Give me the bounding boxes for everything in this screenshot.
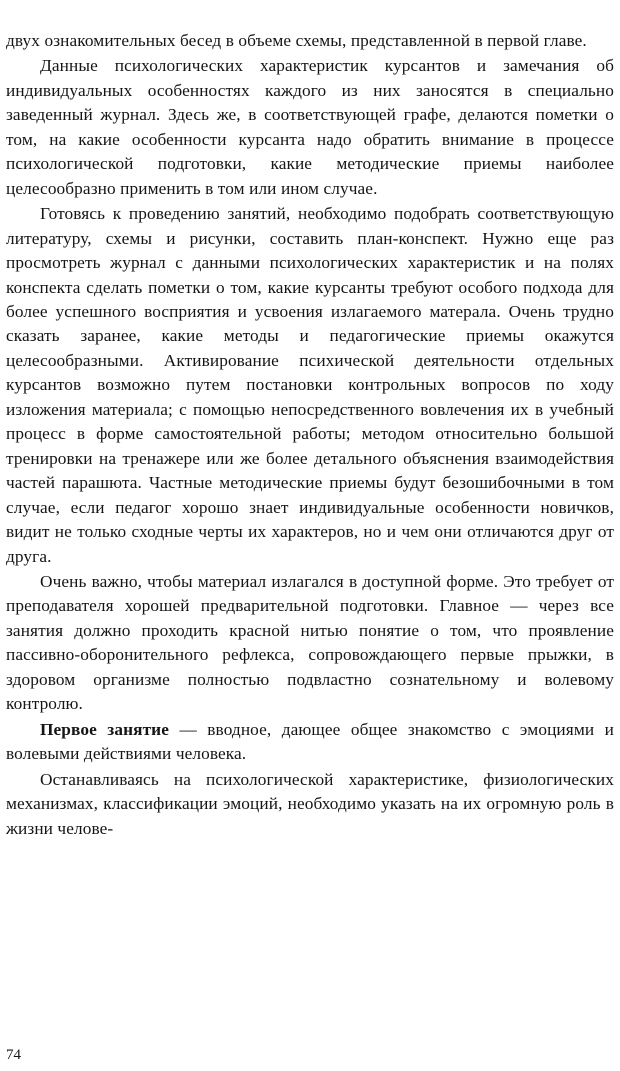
- paragraph-psych-journal: [6, 54, 614, 201]
- paragraph-text: Очень важно, чтобы материал излагался в доступной форме. Это требует от преподавателя хорошей предварительной подготовки. Главное — через все занятия должно проходить красной нитью понятие о том, что проявление пассивно-оборонительного рефлекса, сопровождающего первые прыжки, в здоровом организме полностью подвластно сознательному и волевому контролю.: [6, 571, 614, 714]
- paragraph-text: Готовясь к проведению занятий, необходимо подобрать соответствующую литературу, схемы и рисунки, составить план-конспект. Нужно еще раз просмотреть журнал с данными психологических характеристик и на полях конспекта сделать пометки о том, какие курсанты требуют особого подхода для более успешного восприятия и усвоения излагаемого матерала. Очень трудно сказать заранее, какие методы и педагогические приемы окажутся целесообразными. Активирование психической деятельности отдельных курсантов возможно путем постановки контрольных вопросов по ходу изложения материала; с помощью непосредственного вовлечения их в учебный процесс в форме самостоятельной работы; методом относительно большой тренировки на тренажере или же более детального объяснения взаимодействия частей парашюта. Частные методические приемы будут безошибочными в том случае, если педагог хорошо знает индивидуальные особенности новичков, видит не только сходные черты их характеров, но и чем они отличаются друг от друга.: [6, 204, 614, 566]
- paragraph-lesson-preparation: [6, 202, 614, 569]
- paragraph-text: Останавливаясь на психологической характеристике, физиологических механизмах, классификации эмоций, необходимо указать на их огромную роль в жизни челове-: [6, 769, 614, 838]
- paragraph-accessible-form: [6, 570, 614, 717]
- paragraph-text: двух ознакомительных бесед в объеме схемы, представленной в первой главе.: [6, 31, 587, 50]
- page-number: 74: [6, 1047, 21, 1063]
- paragraph-first-lesson: [6, 718, 614, 767]
- paragraph-text: Данные психологических характеристик курсантов и замечания об индивидуальных особенностях каждого из них заносятся в специально заведенный журнал. Здесь же, в соответствующей графе, делаются пометки о том, на какие особенности курсанта надо обратить внимание в процессе психологической подготовки, какие методические приемы наиболее целесообразно применить в том или ином случае.: [6, 56, 614, 198]
- paragraph-emotions: [6, 768, 614, 841]
- paragraph-lead-term: Первое занятие: [40, 719, 170, 739]
- paragraph-continuation: [6, 29, 614, 53]
- paragraph-text: — вводное, дающее общее знакомство с эмоциями и волевыми действиями человека.: [6, 719, 614, 764]
